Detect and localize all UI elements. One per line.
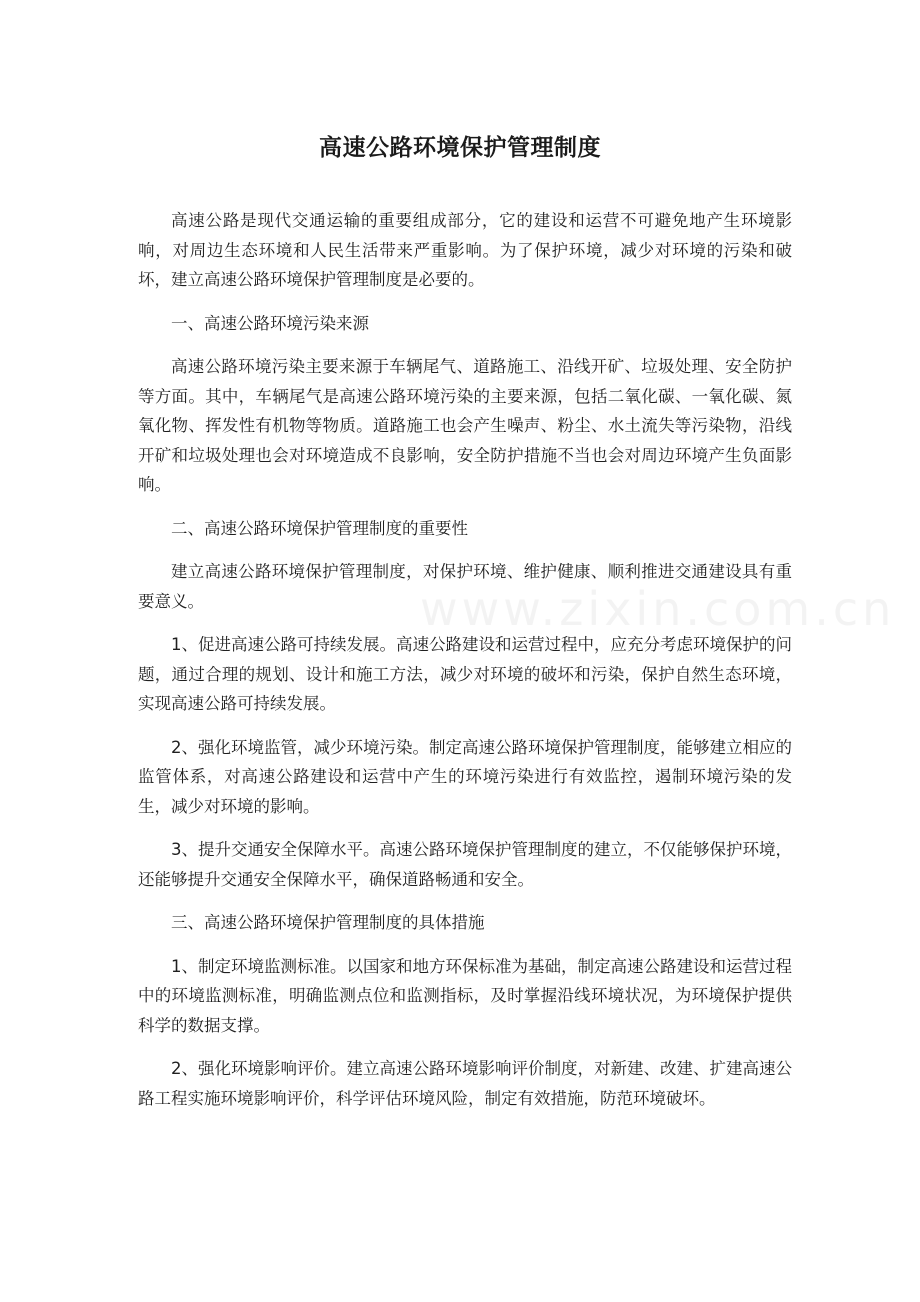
document-body	[138, 206, 792, 1127]
importance-point-1: 1、促进高速公路可持续发展。高速公路建设和运营过程中，应充分考虑环境保护的问题，通过合理的规划、设计和施工方法，减少对环境的破坏和污染，保护自然生态环境，实现高速公路可持续发展。	[138, 635, 792, 713]
section-heading-measures: 三、高速公路环境保护管理制度的具体措施	[171, 913, 485, 932]
watermark: www.zixin.com.cn	[420, 582, 896, 636]
importance-point-3: 3、提升交通安全保障水平。高速公路环境保护管理制度的建立，不仅能够保护环境，还能够提升交通安全保障水平，确保道路畅通和安全。	[138, 840, 792, 889]
pollution-sources-paragraph: 高速公路环境污染主要来源于车辆尾气、道路施工、沿线开矿、垃圾处理、安全防护等方面。其中，车辆尾气是高速公路环境污染的主要来源，包括二氧化碳、一氧化碳、氮氧化物、挥发性有机物等物质。道路施工也会产生噪声、粉尘、水土流失等污染物，沿线开矿和垃圾处理也会对环境造成不良影响，安全防护措施不当也会对周边环境产生负面影响。	[138, 357, 792, 494]
importance-point-2: 2、强化环境监管，减少环境污染。制定高速公路环境保护管理制度，能够建立相应的监管体系，对高速公路建设和运营中产生的环境污染进行有效监控，遏制环境污染的发生，减少对环境的影响。	[138, 737, 792, 816]
measures-point-1: 1、制定环境监测标准。以国家和地方环保标准为基础，制定高速公路建设和运营过程中的环境监测标准，明确监测点位和监测指标，及时掌握沿线环境状况，为环境保护提供科学的数据支撑。	[138, 956, 792, 1035]
document-title: 高速公路环境保护管理制度	[319, 135, 601, 161]
section-heading-pollution-sources: 一、高速公路环境污染来源	[171, 313, 369, 333]
importance-paragraph: 建立高速公路环境保护管理制度，对保护环境、维护健康、顺利推进交通建设具有重要意义。	[138, 562, 792, 611]
section-heading-importance: 二、高速公路环境保护管理制度的重要性	[171, 518, 468, 538]
measures-point-2: 2、强化环境影响评价。建立高速公路环境影响评价制度，对新建、改建、扩建高速公路工程实施环境影响评价，科学评估环境风险，制定有效措施，防范环境破坏。	[138, 1059, 792, 1108]
intro-paragraph: 高速公路是现代交通运输的重要组成部分，它的建设和运营不可避免地产生环境影响，对周边生态环境和人民生活带来严重影响。为了保护环境，减少对环境的污染和破坏，建立高速公路环境保护管理制度是必要的。	[138, 211, 792, 289]
